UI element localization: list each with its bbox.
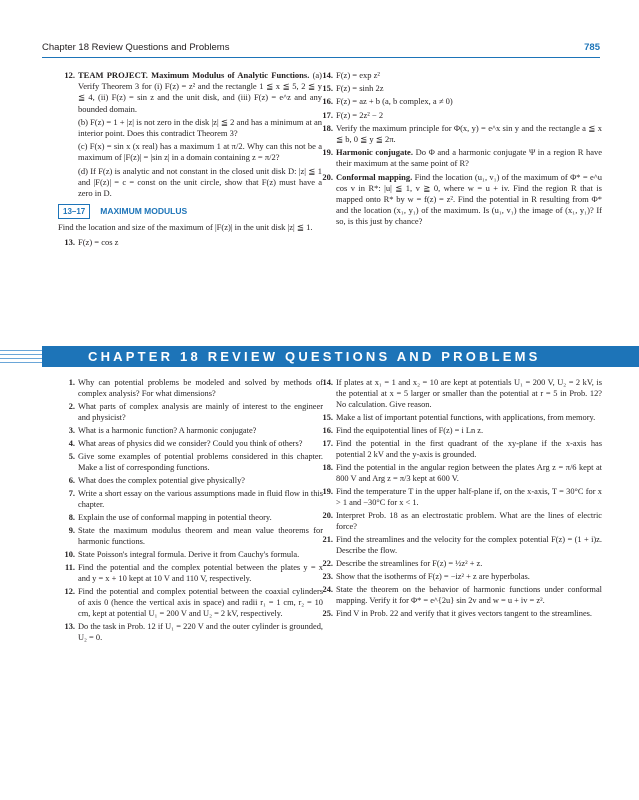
problem-number: 13. bbox=[64, 236, 75, 247]
problem-number: 17. bbox=[322, 109, 333, 120]
problem-lead: Conformal mapping. bbox=[336, 171, 413, 182]
item-text: Do the task in Prob. 12 if U₁ = 220 V and the outer cylinder is grounded, U₂ = 0. bbox=[78, 622, 323, 642]
item-number: 14. bbox=[322, 378, 333, 387]
item-text: Find V in Prob. 22 and verify that it gives vectors tangent to the streamlines. bbox=[336, 609, 593, 618]
item-number: 17. bbox=[322, 439, 333, 448]
problem-part: (b) F(z) = 1 + |z| is not zero in the disk |z| ≦ 2 and has a minimum at an interior point. Does this contradict Theorem 3? bbox=[78, 116, 322, 139]
problem-12 bbox=[58, 70, 322, 199]
problem-17 bbox=[316, 110, 602, 121]
review-item bbox=[318, 438, 602, 460]
review-item bbox=[318, 462, 602, 484]
item-number: 4. bbox=[68, 439, 75, 448]
review-item bbox=[318, 584, 602, 606]
review-item bbox=[318, 510, 602, 532]
item-text: Find the streamlines and the velocity for the complex potential F(z) = (1 + i)z. Describe the flow. bbox=[336, 535, 602, 555]
review-item bbox=[318, 608, 602, 619]
item-text: Find the potential in the first quadrant of the xy-plane if the x-axis has potential 2 kV and the y-axis is grounded. bbox=[336, 439, 602, 459]
review-item bbox=[318, 377, 602, 410]
review-item bbox=[60, 549, 323, 560]
item-number: 8. bbox=[68, 513, 75, 522]
item-number: 20. bbox=[322, 511, 333, 520]
review-item bbox=[60, 438, 323, 449]
problem-part: (c) F(x) = sin x (x real) has a maximum 1 at π/2. Why can this not be a maximum of |F(z)| = |sin z| in a domain containing z = π/2? bbox=[78, 141, 322, 163]
item-text: Describe the streamlines for F(z) = ½z² + z. bbox=[336, 559, 483, 568]
item-number: 3. bbox=[68, 426, 75, 435]
review-item bbox=[60, 401, 323, 423]
item-text: Explain the use of conformal mapping in potential theory. bbox=[78, 513, 272, 522]
problem-number: 16. bbox=[322, 96, 333, 107]
item-text: What areas of physics did we consider? Could you think of others? bbox=[78, 439, 303, 448]
item-number: 15. bbox=[322, 413, 333, 422]
item-text: State Poisson's integral formula. Derive it from Cauchy's formula. bbox=[78, 550, 300, 559]
page-header bbox=[42, 42, 600, 56]
problem-text: F(z) = az + b (a, b complex, a ≠ 0) bbox=[336, 96, 453, 107]
problem-number: 19. bbox=[322, 147, 333, 158]
item-number: 19. bbox=[322, 487, 333, 496]
item-text: Make a list of important potential functions, with applications, from memory. bbox=[336, 413, 596, 422]
problem-19 bbox=[316, 147, 602, 169]
item-text: Find the temperature T in the upper half-plane if, on the x-axis, T = 30°C for x > 1 and −30°C for x < 1. bbox=[336, 487, 602, 507]
problem-14 bbox=[316, 70, 602, 81]
item-text: Find the equipotential lines of F(z) = i Ln z. bbox=[336, 426, 484, 435]
item-text: Show that the isotherms of F(z) = −iz² + z are hyperbolas. bbox=[336, 572, 530, 581]
item-number: 12. bbox=[64, 587, 75, 596]
review-item bbox=[318, 571, 602, 582]
banner-title: CHAPTER 18 REVIEW QUESTIONS AND PROBLEMS bbox=[88, 349, 541, 364]
item-number: 18. bbox=[322, 463, 333, 472]
review-item bbox=[318, 558, 602, 569]
item-number: 25. bbox=[322, 609, 333, 618]
review-item bbox=[318, 534, 602, 556]
item-number: 5. bbox=[68, 452, 75, 461]
section-title: MAXIMUM MODULUS bbox=[100, 206, 188, 217]
problem-text: F(z) = cos z bbox=[78, 236, 119, 247]
problem-18 bbox=[316, 123, 602, 145]
item-number: 13. bbox=[64, 622, 75, 631]
review-item bbox=[60, 425, 323, 436]
item-text: Find the potential and the complex potential between the plates y = x and y = x + 10 kept at 10 V and 110 V, respectively. bbox=[78, 563, 323, 583]
problem-part: (a) Verify Theorem 3 for (i) F(z) = z² and the rectangle 1 ≦ x ≦ 5, 2 ≦ y ≦ 4, (ii) F(z) = sin z and the unit disk, and (iii) F(z) = e^z and any bounded domain. bbox=[78, 70, 323, 114]
problem-text: Verify the maximum principle for Φ(x, y) = e^x sin y and the rectangle a ≦ x ≦ b, 0 ≦ y ≦ 2π. bbox=[336, 122, 602, 145]
section-heading bbox=[58, 204, 322, 219]
item-number: 11. bbox=[64, 563, 75, 572]
review-item bbox=[60, 621, 323, 643]
item-text: Why can potential problems be modeled and solved by methods of complex analysis? For what dimensions? bbox=[78, 378, 323, 398]
item-number: 1. bbox=[68, 378, 75, 387]
problem-text: F(z) = sinh 2z bbox=[336, 83, 384, 94]
section-instruction: Find the location and size of the maximum of |F(z)| in the unit disk |z| ≦ 1. bbox=[58, 222, 313, 233]
review-item bbox=[318, 486, 602, 508]
item-text: If plates at x₁ = 1 and x₂ = 10 are kept at potentials U₁ = 200 V, U₂ = 2 kV, is the potential at x = 5 larger or smaller than the potential at r = 5 in Prob. 12? No calculation. Give reason. bbox=[336, 378, 602, 409]
chapter-review-banner bbox=[0, 340, 639, 370]
header-rule bbox=[42, 57, 600, 58]
item-text: Find the potential in the angular region between the plates Arg z = π/6 kept at 800 V and Arg z = π/3 kept at 600 V. bbox=[336, 463, 602, 483]
problem-16 bbox=[316, 96, 602, 107]
review-right-column bbox=[322, 377, 602, 621]
top-left-column bbox=[58, 70, 323, 250]
review-item bbox=[318, 425, 602, 436]
problem-number: 14. bbox=[322, 70, 333, 80]
problem-15 bbox=[316, 83, 602, 94]
problem-13 bbox=[58, 237, 322, 248]
review-left-column bbox=[64, 377, 323, 645]
item-text: Write a short essay on the various assumptions made in fluid flow in this chapter. bbox=[78, 489, 323, 509]
top-right-column bbox=[322, 70, 603, 230]
review-item bbox=[60, 586, 323, 619]
problem-lead: Harmonic conjugate. bbox=[336, 147, 413, 158]
problem-text: F(z) = exp z² bbox=[336, 70, 380, 80]
item-text: Interpret Prob. 18 as an electrostatic problem. What are the lines of electric force? bbox=[336, 511, 602, 531]
problem-text: Find the location (u₁, v₁) of the maximum of Φ* = e^u cos v in R*: |u| ≦ 1, v ≧ 0, where w = u + iv. Find the region R that is mapped onto R* by w = f(z) = z². Find the potential in R resulting from Φ* and the location (x₁, y₁) of the maximum. Is (u₁, v₁) the image of (x₁, y₁)? If so, is this just by chance? bbox=[336, 171, 602, 227]
problem-text: Do Φ and a harmonic conjugate Ψ in a region R have their maximum at the same point of R? bbox=[336, 147, 603, 169]
item-number: 2. bbox=[68, 402, 75, 411]
problem-lead: TEAM PROJECT. Maximum Modulus of Analytic Functions. bbox=[78, 70, 310, 80]
review-item bbox=[60, 451, 323, 473]
item-number: 10. bbox=[64, 550, 75, 559]
review-item bbox=[60, 562, 323, 584]
running-title: Chapter 18 Review Questions and Problems bbox=[42, 42, 230, 53]
problem-part: (d) If F(z) is analytic and not constant in the closed unit disk D: |z| ≦ 1 and |F(z)| = c = const on the unit circle, show that F(z) must have a zero in D. bbox=[78, 165, 322, 199]
item-text: What is a harmonic function? A harmonic conjugate? bbox=[78, 426, 257, 435]
review-item bbox=[60, 488, 323, 510]
problem-20 bbox=[316, 172, 602, 228]
problem-text: F(z) = 2z² − 2 bbox=[336, 109, 384, 120]
review-item bbox=[60, 475, 323, 486]
item-number: 24. bbox=[322, 585, 333, 594]
item-number: 9. bbox=[68, 526, 75, 535]
problem-number: 18. bbox=[322, 122, 333, 133]
page-number: 785 bbox=[584, 42, 600, 53]
review-item bbox=[60, 512, 323, 523]
item-number: 7. bbox=[68, 489, 75, 498]
item-number: 16. bbox=[322, 426, 333, 435]
problem-number: 20. bbox=[322, 171, 333, 182]
review-item bbox=[318, 412, 602, 423]
problem-number: 12. bbox=[64, 70, 75, 80]
item-text: State the theorem on the behavior of harmonic functions under conformal mapping. Verify it for Φ* = e^{2u} sin 2v and w = u + iv = z². bbox=[336, 585, 602, 605]
item-number: 21. bbox=[322, 535, 333, 544]
problem-number: 15. bbox=[322, 83, 333, 94]
review-item bbox=[60, 525, 323, 547]
item-text: State the maximum modulus theorem and mean value theorems for harmonic functions. bbox=[78, 526, 323, 546]
item-number: 23. bbox=[322, 572, 333, 581]
item-number: 22. bbox=[322, 559, 333, 568]
review-item bbox=[60, 377, 323, 399]
item-text: What parts of complex analysis are mainly of interest to the engineer and physicist? bbox=[78, 402, 323, 422]
item-text: Find the potential and complex potential between the coaxial cylinders of axis 0 (hence the vertical axis in space) and radii r₁ = 1 cm, r₂ = 10 cm, kept at potential U₁ = 200 V and U₂ = 2 kV, respectively. bbox=[78, 587, 323, 618]
item-number: 6. bbox=[68, 476, 75, 485]
section-badge: 13–17 bbox=[58, 204, 90, 219]
item-text: Give some examples of potential problems considered in this chapter. Make a list of corresponding functions. bbox=[78, 452, 323, 472]
item-text: What does the complex potential give physically? bbox=[78, 476, 245, 485]
